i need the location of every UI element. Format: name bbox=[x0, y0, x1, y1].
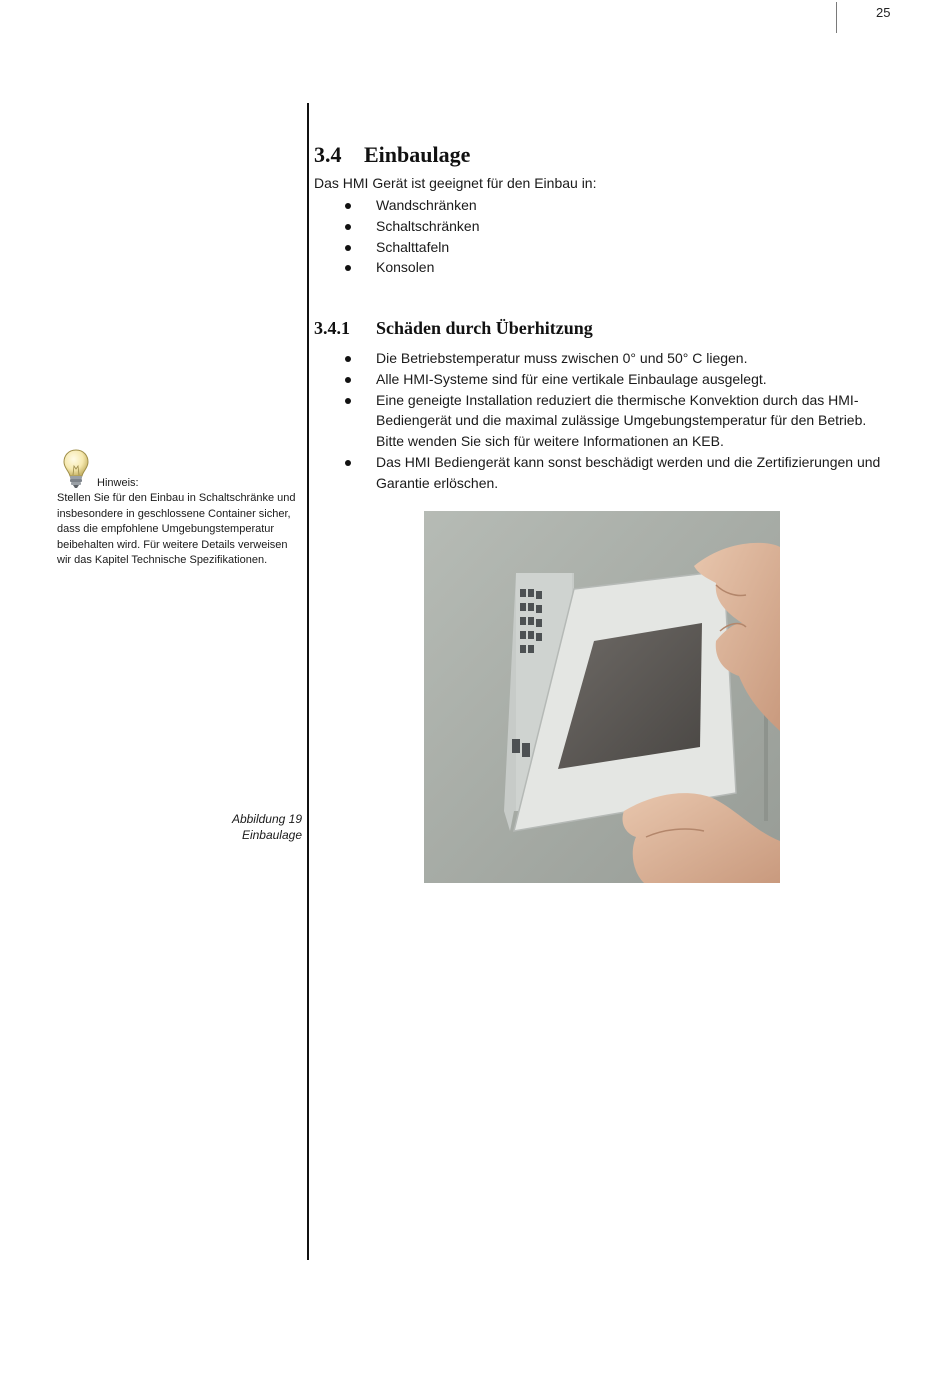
section-number: 3.4 bbox=[314, 142, 342, 167]
hmi-device-illustration bbox=[424, 511, 780, 883]
installation-photo bbox=[424, 511, 780, 883]
bullet-icon bbox=[345, 398, 351, 404]
list-item: Alle HMI-Systeme sind für eine vertikale Einbaulage ausgelegt. bbox=[314, 369, 894, 390]
bullet-icon bbox=[345, 265, 351, 271]
bullet-icon bbox=[345, 245, 351, 251]
figure-number: Abbildung 19 bbox=[231, 812, 302, 826]
section-heading bbox=[314, 142, 470, 168]
list-item: Eine geneigte Installation reduziert die thermische Konvektion durch das HMI-Bediengerät und die maximal zulässige Umgebungstemperatur für den Betrieb. Bitte wenden Sie sich für weitere Informationen an KEB. bbox=[314, 390, 894, 452]
bullet-icon bbox=[345, 460, 351, 466]
margin-divider bbox=[307, 103, 309, 1260]
lightbulb-icon bbox=[63, 448, 89, 490]
list-item: Konsolen bbox=[314, 257, 480, 278]
note-text: Stellen Sie für den Einbau in Schaltschränke und insbesondere in geschlossene Container sicher, dass die empfohlene Umgebungstemperatur beibehalten wird. Für weitere Details verweisen wir das Kapitel Technische Spezifikationen. bbox=[57, 492, 296, 567]
subsection-title: Schäden durch Überhitzung bbox=[376, 318, 593, 338]
subsection-number: 3.4.1 bbox=[314, 318, 350, 338]
list-item: Schalttafeln bbox=[314, 237, 480, 258]
note-label: Hinweis: bbox=[97, 477, 139, 489]
header-divider bbox=[836, 2, 837, 33]
list-item: Wandschränken bbox=[314, 195, 480, 216]
bullet-icon bbox=[345, 356, 351, 362]
page-number: 25 bbox=[876, 5, 891, 20]
list-item: Die Betriebstemperatur muss zwischen 0° und 50° C liegen. bbox=[314, 348, 894, 369]
bullet-icon bbox=[345, 377, 351, 383]
figure-title: Einbaulage bbox=[241, 828, 302, 842]
mounting-list bbox=[314, 195, 480, 278]
bullet-icon bbox=[345, 203, 351, 209]
subsection-heading bbox=[314, 318, 593, 339]
list-item: Das HMI Bediengerät kann sonst beschädigt werden und die Zertifizierungen und Garantie erlöschen. bbox=[314, 452, 894, 494]
bullet-icon bbox=[345, 224, 351, 230]
section-title: Einbaulage bbox=[364, 142, 471, 167]
list-item: Schaltschränken bbox=[314, 216, 480, 237]
overheat-list bbox=[314, 348, 894, 494]
intro-text: Das HMI Gerät ist geeignet für den Einbau in: bbox=[314, 175, 597, 191]
figure-caption bbox=[150, 811, 302, 843]
